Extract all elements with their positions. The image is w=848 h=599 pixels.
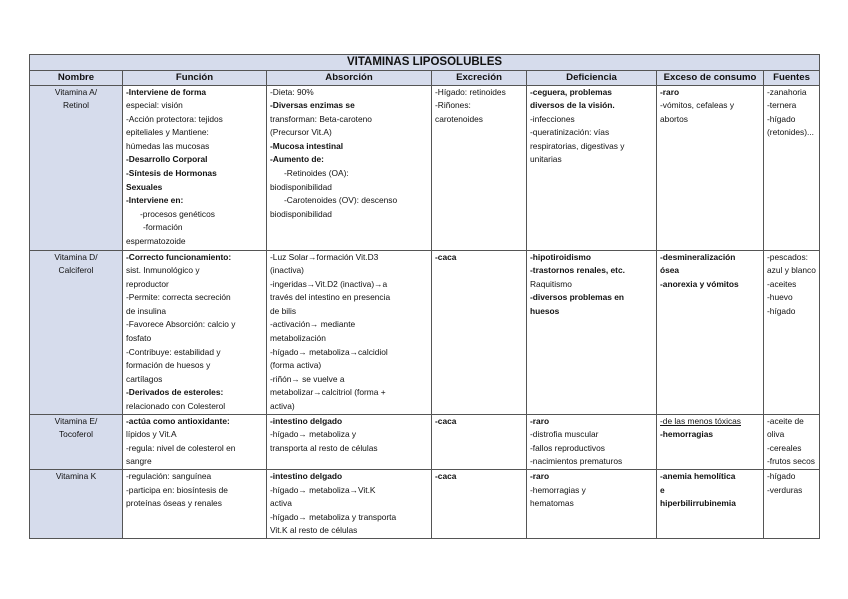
cell-line: lípidos y Vit.A: [126, 429, 177, 440]
cell-funcion: [123, 250, 267, 414]
cell-line: proteínas óseas y renales: [126, 498, 222, 509]
header-funcion: Función: [123, 71, 267, 86]
cell-line: -caca: [435, 415, 457, 426]
cell-line: sangre: [126, 456, 152, 467]
cell-line: -de las menos tóxicas: [660, 415, 741, 426]
cell-excrecion: [432, 250, 527, 414]
cell-line: Sexuales: [126, 181, 163, 192]
cell-excrecion: [432, 85, 527, 250]
cell-excrecion: [432, 470, 527, 539]
cell-line: espermatozoide: [126, 236, 186, 247]
cell-line: epiteliales y Mantiene:: [126, 127, 209, 138]
cell-line: -Contribuye: estabilidad y: [126, 346, 221, 357]
cell-line: -infecciones: [530, 113, 575, 124]
cell-line: oliva: [767, 429, 785, 440]
cell-line: -hígado→ metaboliza y transporta: [270, 511, 397, 522]
cell-exceso: [657, 414, 764, 469]
cell-line: -raro: [530, 471, 550, 481]
cell-line: Calciferol: [58, 265, 94, 276]
cell-line: especial: visión: [126, 100, 183, 111]
cell-line: -Correcto funcionamiento:: [126, 251, 232, 262]
cell-deficiencia: [527, 250, 657, 414]
cell-line: -Desarrollo Corporal: [126, 154, 208, 165]
cell-line: ósea: [660, 265, 680, 276]
cell-line: hematomas: [530, 498, 574, 509]
cell-line: reproductor: [126, 278, 169, 289]
cell-line: -frutos secos: [767, 456, 815, 467]
cell-line: -Riñones:: [435, 100, 471, 111]
cell-line: -hígado→ metaboliza→calcidiol: [270, 346, 388, 357]
cell-line: (Precursor Vit.A): [270, 127, 332, 138]
cell-line: -verduras: [767, 484, 803, 495]
cell-line: -hígado→ metaboliza→Vit.K: [270, 484, 376, 495]
cell-line: -hígado: [767, 305, 796, 316]
cell-funcion: [123, 470, 267, 539]
cell-line: -fallos reproductivos: [530, 442, 605, 453]
cell-line: -participa en: biosíntesis de: [126, 484, 228, 495]
header-deficiencia: Deficiencia: [527, 71, 657, 86]
cell-line: -raro: [660, 86, 680, 97]
vitamins-table: [29, 54, 820, 539]
cell-line: -Aumento de:: [270, 154, 324, 165]
header-row: [30, 71, 820, 86]
cell-line: Retinol: [62, 100, 90, 111]
cell-line: carotenoides: [435, 113, 483, 124]
cell-line: -regula: nivel de colesterol en: [126, 442, 236, 453]
cell-line: sist. Inmunológico y: [126, 265, 200, 276]
cell-line: azul y blanco: [767, 265, 816, 276]
cell-deficiencia: [527, 85, 657, 250]
cell-line: -hígado: [767, 471, 796, 481]
cell-line: -huevo: [767, 292, 793, 303]
cell-line: -vómitos, cefaleas y: [660, 100, 735, 111]
cell-nombre: [30, 414, 123, 469]
cell-nombre: [30, 470, 123, 539]
cell-line: -trastornos renales, etc.: [530, 265, 625, 276]
cell-line: -ceguera, problemas: [530, 86, 612, 97]
cell-nombre: [30, 250, 123, 414]
cell-line: (inactiva): [270, 265, 304, 276]
cell-line: -Favorece Absorción: calcio y: [126, 319, 236, 330]
cell-line: -Acción protectora: tejidos: [126, 113, 223, 124]
cell-line: -Síntesis de Hormonas: [126, 168, 217, 179]
cell-line: -aceite de: [767, 415, 804, 426]
cell-line: -anemia hemolítica: [660, 471, 736, 481]
cell-line: activa): [270, 401, 295, 412]
cell-line: (forma activa): [270, 360, 322, 371]
cell-line: -activación→ mediante: [270, 319, 356, 330]
cell-fuentes: [764, 250, 820, 414]
cell-line: -zanahoria: [767, 86, 807, 97]
cell-line: -queratinización: vías: [530, 127, 610, 138]
cell-line: húmedas las mucosas: [126, 140, 210, 151]
header-exceso: Exceso de consumo: [657, 71, 764, 86]
cell-exceso: [657, 470, 764, 539]
header-excrecion: Excreción: [432, 71, 527, 86]
header-absorcion: Absorción: [267, 71, 432, 86]
cell-line: de insulina: [126, 305, 167, 316]
cell-line: -nacimientos prematuros: [530, 456, 623, 467]
cell-exceso: [657, 250, 764, 414]
cell-line: hiperbilirrubinemia: [660, 498, 736, 509]
row-vitamina-a: [30, 85, 820, 250]
cell-line: -hígado→ metaboliza y: [270, 429, 357, 440]
cell-line: abortos: [660, 113, 688, 124]
cell-line: -Diversas enzimas se: [270, 100, 355, 111]
cell-line: huesos: [530, 305, 560, 316]
cell-line: metabolizar→calcitriol (forma +: [270, 387, 386, 398]
cell-line: -ingeridas→Vit.D2 (inactiva)→a: [270, 278, 388, 289]
cell-line: transporta al resto de células: [270, 442, 378, 453]
cell-line: diversos de la visión.: [530, 100, 615, 111]
cell-absorcion: [267, 250, 432, 414]
cell-line: -caca: [435, 251, 457, 262]
cell-line: Vitamina D/: [54, 251, 98, 262]
cell-line: Vitamina A/: [54, 86, 98, 97]
table-title: VITAMINAS LIPOSOLUBLES: [30, 55, 820, 71]
cell-line: través del intestino en presencia: [270, 292, 391, 303]
cell-line: activa: [270, 498, 292, 509]
cell-line: biodisponibilidad: [270, 208, 332, 219]
cell-line: transforman: Beta-caroteno: [270, 113, 372, 124]
row-vitamina-e: [30, 414, 820, 469]
cell-funcion: [123, 85, 267, 250]
cell-absorcion: [267, 470, 432, 539]
header-nombre: Nombre: [30, 71, 123, 86]
cell-line: (retonides)...: [767, 127, 815, 138]
cell-line: -intestino delgado: [270, 471, 343, 481]
cell-line: fosfato: [126, 333, 152, 344]
cell-excrecion: [432, 414, 527, 469]
cell-line: -hemorragias: [660, 429, 714, 440]
row-vitamina-d: [30, 250, 820, 414]
cell-line: -diversos problemas en: [530, 292, 625, 303]
cell-exceso: [657, 85, 764, 250]
cell-line: -cereales: [767, 442, 802, 453]
cell-line: -hemorragias y: [530, 484, 586, 495]
cell-deficiencia: [527, 470, 657, 539]
cell-line: -formación: [143, 222, 183, 233]
cell-fuentes: [764, 414, 820, 469]
cell-line: cartílagos: [126, 373, 163, 384]
cell-line: Tocoferol: [59, 429, 93, 440]
cell-absorcion: [267, 85, 432, 250]
cell-line: -anorexia y vómitos: [660, 278, 739, 289]
cell-line: -distrofia muscular: [530, 429, 599, 440]
cell-line: -hipotiroidismo: [530, 251, 591, 262]
cell-line: -Hígado: retinoides: [435, 86, 506, 97]
cell-line: -riñón→ se vuelve a: [270, 373, 345, 384]
cell-line: -Carotenoides (OV): descenso: [284, 195, 398, 206]
cell-nombre: [30, 85, 123, 250]
cell-line: -Luz Solar→formación Vit.D3: [270, 251, 379, 262]
cell-funcion: [123, 414, 267, 469]
cell-line: relacionado con Colesterol: [126, 401, 226, 412]
header-fuentes: Fuentes: [764, 71, 820, 86]
cell-line: Raquitismo: [530, 278, 572, 289]
cell-line: de bilis: [270, 305, 297, 316]
cell-line: -Dieta: 90%: [270, 86, 314, 97]
cell-line: -caca: [435, 471, 457, 481]
cell-line: -hígado: [767, 113, 796, 124]
cell-line: biodisponibilidad: [270, 181, 332, 192]
cell-line: -Interviene de forma: [126, 86, 207, 97]
cell-line: Vitamina E/: [54, 415, 98, 426]
cell-deficiencia: [527, 414, 657, 469]
cell-line: -Retinoides (OA):: [284, 168, 349, 179]
cell-line: -desmineralización: [660, 251, 736, 262]
cell-line: unitarias: [530, 154, 562, 165]
cell-line: -Permite: correcta secreción: [126, 292, 231, 303]
cell-line: formación de huesos y: [126, 360, 211, 371]
cell-line: -pescados:: [767, 251, 808, 262]
cell-line: respiratorias, digestivas y: [530, 140, 625, 151]
cell-line: -intestino delgado: [270, 415, 343, 426]
cell-line: -Mucosa intestinal: [270, 140, 344, 151]
cell-absorcion: [267, 414, 432, 469]
cell-line: e: [660, 484, 665, 495]
cell-line: -aceites: [767, 278, 797, 289]
cell-line: Vit.K al resto de células: [270, 525, 358, 536]
cell-line: -Derivados de esteroles:: [126, 387, 224, 398]
cell-line: -ternera: [767, 100, 797, 111]
cell-fuentes: [764, 470, 820, 539]
cell-line: -regulación: sanguínea: [126, 471, 212, 481]
cell-line: metabolización: [270, 333, 326, 344]
row-vitamina-k: [30, 470, 820, 539]
cell-fuentes: [764, 85, 820, 250]
cell-line: -raro: [530, 415, 550, 426]
cell-line: -actúa como antioxidante:: [126, 415, 230, 426]
cell-line: Vitamina K: [55, 471, 97, 481]
cell-line: -Interviene en:: [126, 195, 184, 206]
cell-line: -procesos genéticos: [140, 208, 215, 219]
